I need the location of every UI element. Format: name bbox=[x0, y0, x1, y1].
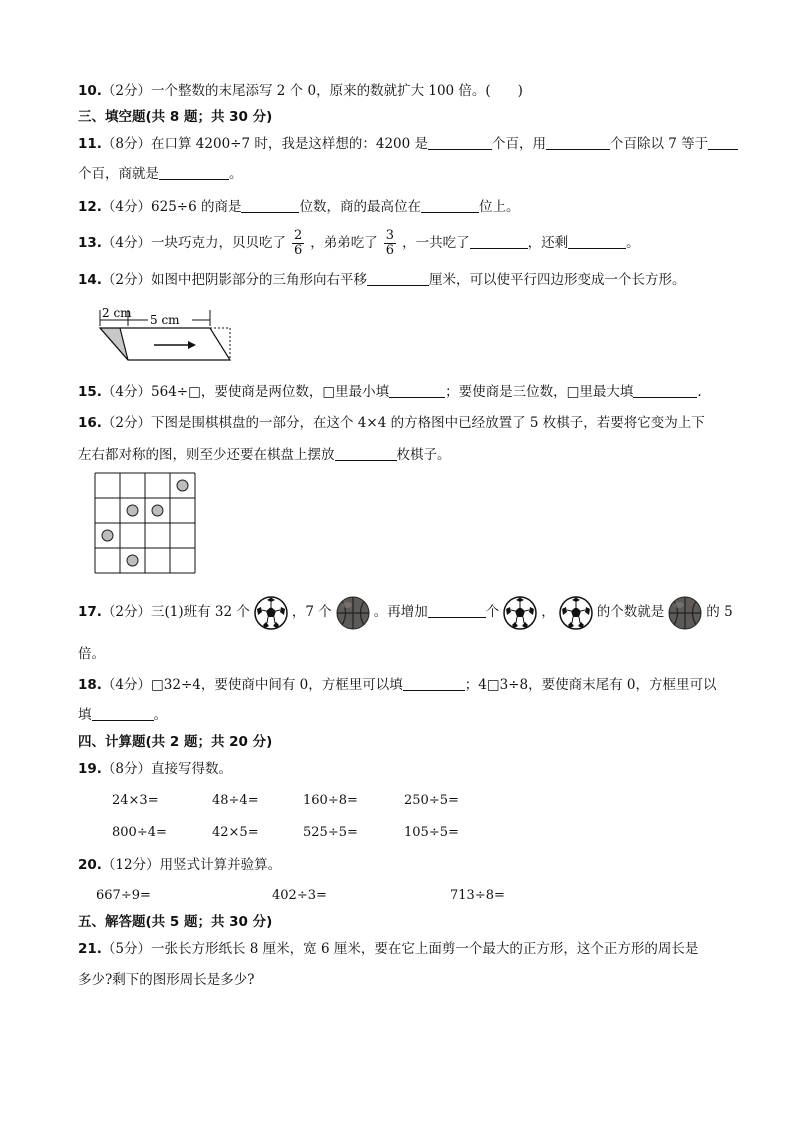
section-title-fill-in: 三、填空题(共 8 题；共 30 分) bbox=[78, 109, 273, 125]
question-score: （4分） bbox=[101, 235, 152, 251]
question-text: 564÷□，要使商是两位数，□里最小填 bbox=[151, 384, 390, 400]
question-13 bbox=[78, 226, 640, 260]
question-text: 一块巧克力，贝贝吃了 bbox=[151, 235, 287, 251]
answer-blank[interactable] bbox=[428, 135, 492, 150]
question-score: （4分） bbox=[101, 384, 152, 400]
answer-blank[interactable] bbox=[470, 234, 528, 249]
calc-item: 250÷5= bbox=[404, 793, 459, 808]
question-text: ，弟弟吃了 bbox=[310, 235, 378, 251]
soccer-ball-icon bbox=[502, 595, 538, 631]
fraction-numerator: 2 bbox=[294, 228, 303, 243]
question-score: （8分） bbox=[101, 136, 152, 152]
question-text: 一个整数的末尾添写 2 个 0，原来的数就扩大 100 倍。( ) bbox=[151, 83, 523, 99]
section-title-calculation: 四、计算题(共 2 题；共 20 分) bbox=[78, 734, 273, 750]
basketball-icon bbox=[667, 595, 703, 631]
calc-item: 48÷4= bbox=[212, 793, 259, 808]
dimension-label: 2 cm bbox=[102, 306, 132, 320]
question-text: 如图中把阴影部分的三角形向右平移 bbox=[151, 272, 368, 288]
basketball-icon bbox=[335, 595, 371, 631]
question-text: 枚棋子。 bbox=[396, 447, 451, 463]
question-text: 填 bbox=[78, 707, 92, 723]
answer-blank[interactable] bbox=[159, 165, 229, 180]
answer-blank[interactable] bbox=[403, 676, 465, 691]
go-stone bbox=[152, 505, 163, 516]
question-text: 的 5 bbox=[706, 604, 733, 620]
question-text: 在口算 4200÷7 时，我是这样想的：4200 是 bbox=[151, 136, 429, 152]
calc-item: 105÷5= bbox=[404, 825, 459, 840]
answer-blank[interactable] bbox=[389, 383, 445, 398]
answer-blank[interactable] bbox=[428, 603, 486, 618]
question-text: 直接写得数。 bbox=[151, 761, 233, 777]
question-number: 14. bbox=[78, 272, 102, 288]
answer-blank[interactable] bbox=[708, 135, 738, 150]
question-text: 倍。 bbox=[78, 646, 105, 662]
question-text: 625÷6 的商是 bbox=[151, 199, 242, 215]
question-text: 。 bbox=[229, 166, 243, 182]
question-text: . bbox=[697, 384, 702, 400]
question-number: 21. bbox=[78, 941, 102, 957]
calc-item: 402÷3= bbox=[272, 888, 327, 903]
answer-blank[interactable] bbox=[546, 135, 610, 150]
question-text: ，还剩 bbox=[527, 235, 569, 251]
question-number: 20. bbox=[78, 857, 102, 873]
question-text: 个百，商就是 bbox=[78, 166, 159, 182]
calc-item: 667÷9= bbox=[96, 888, 151, 903]
question-text: 。 bbox=[153, 707, 167, 723]
question-text: 三(1)班有 32 个 bbox=[151, 604, 250, 620]
question-number: 15. bbox=[78, 384, 102, 400]
question-17-cont bbox=[78, 645, 105, 663]
soccer-ball-icon bbox=[558, 595, 594, 631]
go-stone bbox=[127, 555, 138, 566]
calc-item: 713÷8= bbox=[450, 888, 505, 903]
go-stone bbox=[102, 530, 113, 541]
question-text: 位上。 bbox=[478, 199, 520, 215]
question-text: 个百除以 7 等于 bbox=[610, 136, 709, 152]
parallelogram-figure bbox=[92, 300, 242, 370]
answer-blank[interactable] bbox=[241, 198, 299, 213]
question-number: 16. bbox=[78, 415, 102, 431]
answer-blank[interactable] bbox=[367, 271, 429, 286]
answer-blank[interactable] bbox=[633, 383, 697, 398]
fraction bbox=[384, 229, 396, 258]
arrow-head-icon bbox=[188, 341, 196, 349]
question-number: 17. bbox=[78, 604, 102, 620]
question-number: 13. bbox=[78, 235, 102, 251]
calc-item: 800÷4= bbox=[112, 825, 167, 840]
question-21 bbox=[78, 940, 698, 958]
section-title-word-problems: 五、解答题(共 5 题；共 30 分) bbox=[78, 914, 273, 930]
soccer-ball-icon bbox=[253, 595, 289, 631]
question-text: 。再增加 bbox=[373, 604, 428, 620]
question-number: 10. bbox=[78, 83, 102, 99]
calc-item: 525÷5= bbox=[303, 825, 358, 840]
question-19 bbox=[78, 760, 232, 778]
dimension-label: 5 cm bbox=[150, 313, 180, 327]
question-number: 19. bbox=[78, 761, 102, 777]
answer-blank[interactable] bbox=[568, 234, 626, 249]
question-18-cont bbox=[78, 706, 167, 724]
question-text: 左右都对称的图，则至少还要在棋盘上摆放 bbox=[78, 447, 335, 463]
question-18 bbox=[78, 676, 716, 694]
answer-blank[interactable] bbox=[92, 706, 154, 721]
go-board-grid bbox=[94, 472, 196, 574]
question-score: （8分） bbox=[101, 761, 152, 777]
question-text: 个百，用 bbox=[492, 136, 547, 152]
question-15 bbox=[78, 383, 702, 401]
question-text: 的个数就是 bbox=[596, 604, 665, 620]
question-number: 11. bbox=[78, 136, 102, 152]
question-16 bbox=[78, 414, 705, 432]
question-17 bbox=[78, 592, 733, 632]
question-number: 12. bbox=[78, 199, 102, 215]
question-text: 厘米，可以使平行四边形变成一个长方形。 bbox=[429, 272, 686, 288]
question-text: 一张长方形纸长 8 厘米，宽 6 厘米，要在它上面剪一个最大的正方形，这个正方形的周长是 bbox=[151, 941, 699, 957]
fraction-denominator: 6 bbox=[294, 243, 303, 258]
question-score: （12分） bbox=[101, 857, 160, 873]
question-score: （4分） bbox=[101, 199, 152, 215]
question-text: 个 bbox=[485, 604, 500, 620]
question-text: ；要使商是三位数，□里最大填 bbox=[445, 384, 634, 400]
fraction-denominator: 6 bbox=[385, 243, 395, 258]
question-text: ，一共吃了 bbox=[402, 235, 470, 251]
answer-blank[interactable] bbox=[421, 198, 479, 213]
fraction bbox=[292, 229, 304, 258]
question-score: （2分） bbox=[101, 272, 152, 288]
question-12 bbox=[78, 198, 519, 216]
calc-item: 24×3= bbox=[112, 793, 159, 808]
question-11-cont bbox=[78, 165, 243, 183]
question-text: ，7 个 bbox=[291, 604, 332, 620]
question-text: 多少?剩下的图形周长是多少? bbox=[78, 972, 255, 988]
go-stone bbox=[177, 480, 188, 491]
question-11 bbox=[78, 135, 738, 153]
fraction-numerator: 3 bbox=[385, 228, 395, 243]
question-text: 位数，商的最高位在 bbox=[299, 199, 421, 215]
question-text: 用竖式计算并验算。 bbox=[159, 857, 282, 873]
calc-item: 160÷8= bbox=[303, 793, 358, 808]
go-stone bbox=[127, 505, 138, 516]
question-score: （2分） bbox=[101, 415, 152, 431]
question-text: 。 bbox=[626, 235, 640, 251]
question-text: ；4□3÷8，要使商末尾有 0，方框里可以 bbox=[464, 677, 717, 693]
answer-blank[interactable] bbox=[335, 446, 397, 461]
question-score: （2分） bbox=[101, 83, 152, 99]
question-20 bbox=[78, 856, 281, 874]
question-14 bbox=[78, 271, 686, 289]
question-number: 18. bbox=[78, 677, 102, 693]
question-text: ， bbox=[541, 604, 555, 620]
question-21-cont bbox=[78, 971, 254, 989]
question-score: （5分） bbox=[101, 941, 152, 957]
question-score: （4分） bbox=[101, 677, 152, 693]
question-score: （2分） bbox=[101, 604, 152, 620]
question-10 bbox=[78, 82, 523, 100]
question-16-cont bbox=[78, 446, 451, 464]
question-text: 下图是围棋棋盘的一部分，在这个 4×4 的方格图中已经放置了 5 枚棋子，若要将它变为上下 bbox=[151, 415, 705, 431]
question-text: □32÷4，要使商中间有 0，方框里可以填 bbox=[151, 677, 403, 693]
calc-item: 42×5= bbox=[212, 825, 259, 840]
